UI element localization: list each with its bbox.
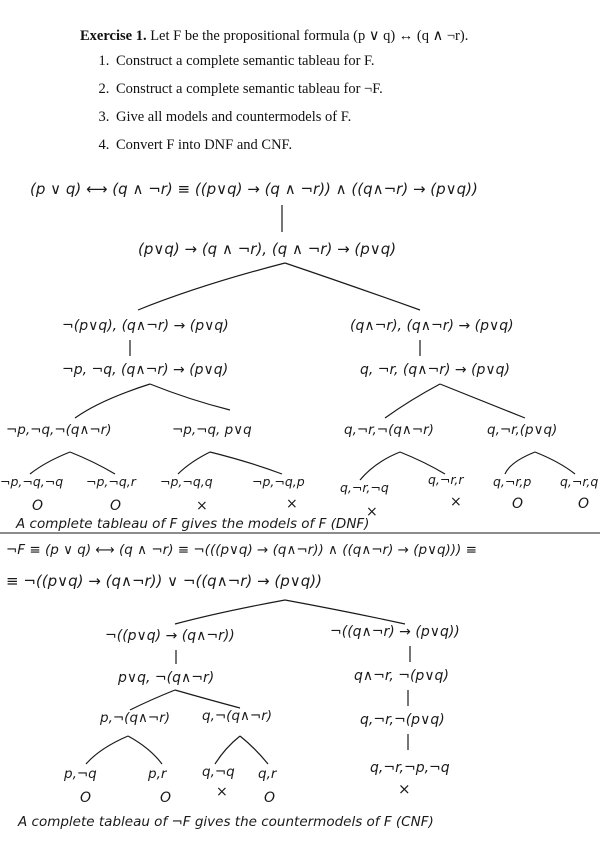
notf-left-a: ¬((p∨q) → (q∧¬r)): [105, 628, 235, 644]
f-edge: [75, 384, 150, 418]
f-edge: [30, 452, 70, 474]
f-mark: ×: [366, 504, 378, 520]
notf-equivalence: ¬F ≡ (p ∨ q) ⟷ (q ∧ ¬r) ≡ ¬(((p∨q) → (q∧¬r)) ∧ ((q∧¬r) → (p∨q))) ≡: [6, 542, 477, 558]
notf-leaf: p,¬q: [64, 766, 97, 782]
f-edge: [70, 452, 115, 474]
f-leaf: ¬p,¬q,¬q: [0, 474, 64, 489]
f-leaf: ¬p,¬q,p: [252, 474, 305, 489]
f-left-b: ¬p, ¬q, (q∧¬r) → (p∨q): [62, 362, 229, 378]
exercise-item: 4. Convert F into DNF and CNF.: [113, 137, 580, 154]
notf-edge: [215, 736, 240, 764]
notf-left-c2: q,¬(q∧¬r): [202, 708, 273, 724]
f-edge: [400, 452, 445, 474]
notf-mark: O: [160, 790, 172, 806]
f-leaf: q,¬r,¬q: [340, 480, 389, 495]
f-mark: O: [110, 498, 122, 514]
f-leaf: ¬p,¬q,r: [86, 474, 136, 489]
f-leaf: ¬p,¬q,q: [160, 474, 213, 489]
notf-left-c1: p,¬(q∧¬r): [100, 710, 171, 726]
f-conclusion: A complete tableau of F gives the models of F (DNF): [16, 516, 370, 532]
f-level1: (p∨q) → (q ∧ ¬r), (q ∧ ¬r) → (p∨q): [138, 240, 397, 258]
notf-edge: [86, 736, 128, 764]
f-leaf: q,¬r,p: [493, 474, 532, 489]
f-mark: ×: [196, 498, 208, 514]
notf-edge: [130, 690, 175, 710]
notf-right-b: q∧¬r, ¬(p∨q): [354, 668, 449, 684]
f-l-ll: ¬p,¬q,¬(q∧¬r): [6, 422, 112, 438]
f-mark: ×: [450, 494, 462, 510]
f-l-lr: ¬p,¬q, p∨q: [172, 422, 252, 438]
f-edge: [138, 263, 285, 310]
f-leaf: q,¬r,r: [428, 472, 464, 487]
f-edge: [535, 452, 575, 474]
f-r-rr: q,¬r,(p∨q): [487, 422, 558, 438]
notf-edge: [240, 736, 268, 764]
notf-leaf: q,r: [258, 766, 277, 782]
notf-leaf: p,r: [148, 766, 167, 782]
f-edge: [150, 384, 230, 410]
notf-leaf: q,¬q: [202, 764, 235, 780]
f-mark: O: [578, 496, 590, 512]
exercise-item: 3. Give all models and countermodels of F.: [113, 109, 580, 126]
f-r-rl: q,¬r,¬(q∧¬r): [344, 422, 434, 438]
f-right-a: (q∧¬r), (q∧¬r) → (p∨q): [350, 318, 514, 334]
notf-right-d: q,¬r,¬p,¬q: [370, 760, 450, 776]
f-edge: [210, 452, 282, 474]
notf-conclusion: A complete tableau of ¬F gives the countermodels of F (CNF): [18, 814, 434, 830]
f-edge: [385, 384, 440, 418]
exercise-item: 1. Construct a complete semantic tableau for F.: [113, 53, 580, 70]
notf-mark: ×: [216, 784, 228, 800]
notf-edge: [128, 736, 162, 764]
notf-mark: O: [264, 790, 276, 806]
exercise-intro: Let F be the propositional formula (p ∨ q) ↔ (q ∧ ¬r).: [150, 28, 469, 44]
f-mark: O: [512, 496, 524, 512]
exercise-label: Exercise 1.: [80, 28, 147, 44]
notf-line2: ≡ ¬((p∨q) → (q∧¬r)) ∨ ¬((q∧¬r) → (p∨q)): [6, 572, 322, 590]
f-edge: [178, 452, 210, 474]
notf-edge: [175, 600, 285, 624]
notf-mark: O: [80, 790, 92, 806]
f-leaf: q,¬r,q: [560, 474, 599, 489]
notf-edge: [175, 690, 240, 708]
f-edge: [360, 452, 400, 480]
f-edge: [285, 263, 420, 310]
notf-right-a: ¬((q∧¬r) → (p∨q)): [330, 624, 460, 640]
notf-left-b: p∨q, ¬(q∧¬r): [118, 670, 215, 686]
f-mark: O: [32, 498, 44, 514]
notf-right-c: q,¬r,¬(p∨q): [360, 712, 445, 728]
notf-edge: [285, 600, 405, 624]
f-edge: [505, 452, 535, 474]
exercise-item: 2. Construct a complete semantic tableau for ¬F.: [113, 81, 580, 98]
f-equivalence: (p ∨ q) ⟷ (q ∧ ¬r) ≡ ((p∨q) → (q ∧ ¬r)) ∧ ((q∧¬r) → (p∨q)): [30, 180, 478, 198]
f-edge: [440, 384, 525, 418]
f-mark: ×: [286, 496, 298, 512]
f-right-b: q, ¬r, (q∧¬r) → (p∨q): [360, 362, 511, 378]
notf-right-mark: ×: [398, 780, 411, 798]
f-left-a: ¬(p∨q), (q∧¬r) → (p∨q): [62, 318, 229, 334]
